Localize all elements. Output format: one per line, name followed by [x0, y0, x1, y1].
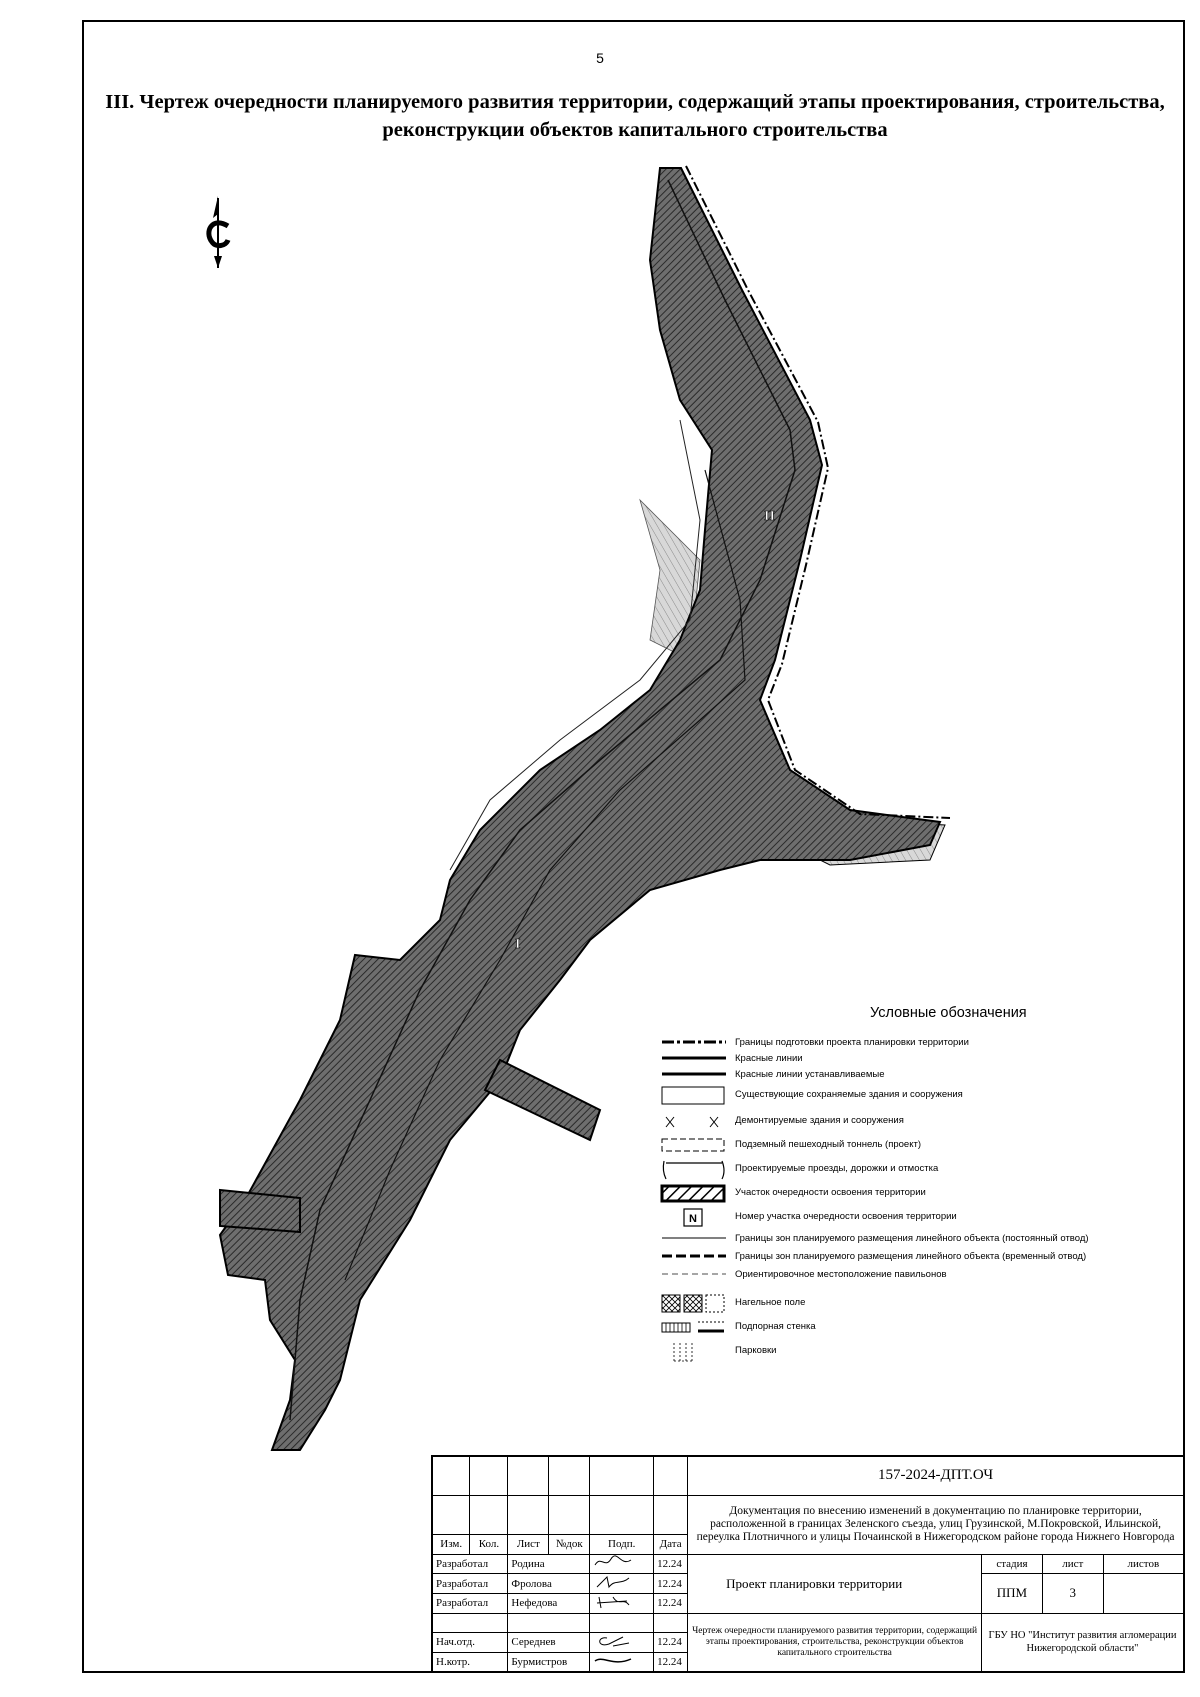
zone-label-1: I: [515, 937, 521, 952]
thick-line-icon: [660, 1065, 730, 1085]
document-code: 157-2024-ДПТ.ОЧ: [688, 1456, 1184, 1495]
sheets-header: листов: [1103, 1554, 1184, 1574]
row-role: [432, 1613, 508, 1633]
row-role: Разработал: [432, 1574, 508, 1594]
legend-item: Демонтируемые здания и сооружения: [660, 1111, 1130, 1133]
project-name: Проект планировки территории: [688, 1554, 982, 1613]
header-kol: Кол.: [470, 1535, 508, 1555]
signature: [590, 1652, 654, 1672]
signature: [590, 1633, 654, 1653]
row-name: Бурмистров: [508, 1652, 590, 1672]
legend-item: Существующие сохраняемые здания и сооружения: [660, 1085, 1130, 1107]
planning-territory-arm: [220, 1190, 300, 1232]
retaining-wall-icon: [660, 1317, 730, 1339]
thick-dashed-line-icon: [660, 1247, 730, 1267]
header-izm: Изм.: [432, 1535, 470, 1555]
row-role: Разработал: [432, 1593, 508, 1613]
document-title: Документация по внесению изменений в документацию по планировке территории, расположенной в границах Зеленского съезда, улиц Грузинской, М.Покровской, Ильинской, переулка Плотничного и улицы Почаинской в Нижегородском районе города Нижнего Новгорода: [688, 1495, 1184, 1554]
legend-title: Условные обозначения: [870, 1005, 1027, 1021]
legend-item: Участок очередности освоения территории: [660, 1183, 1130, 1205]
legend-item: Ориентировочное местоположение павильонов: [660, 1265, 1130, 1287]
number-box-letter: N: [689, 1213, 697, 1225]
legend-item: Проектируемые проезды, дорожки и отмостка: [660, 1159, 1130, 1181]
legend-item: Границы зон планируемого размещения линейного объекта (постоянный отвод): [660, 1229, 1130, 1251]
gray-dashed-line-icon: [660, 1265, 730, 1285]
row-role: Разработал: [432, 1554, 508, 1574]
crosshatch-boxes-icon: [660, 1293, 730, 1315]
hatched-box-icon: [660, 1183, 730, 1205]
thin-line-icon: [660, 1229, 730, 1249]
row-date: [654, 1613, 688, 1633]
row-date: 12.24: [654, 1652, 688, 1672]
number-box-icon: [660, 1207, 730, 1229]
title-line-1: III. Чертеж очередности планируемого развития территории, содержащий этапы проектирования, строительства,: [105, 91, 1165, 113]
row-date: 12.24: [654, 1574, 688, 1594]
stage-header: стадия: [982, 1554, 1043, 1574]
row-name: Фролова: [508, 1574, 590, 1594]
title-block: [431, 1455, 1185, 1673]
row-name: Середнев: [508, 1633, 590, 1653]
legend-item: Подпорная стенка: [660, 1317, 1130, 1339]
row-role: Н.котр.: [432, 1652, 508, 1672]
stage-value: ППМ: [982, 1574, 1043, 1613]
legend-item: Границы подготовки проекта планировки территории: [660, 1033, 1130, 1055]
sheet-value: 3: [1042, 1574, 1103, 1613]
north-arrow-icon: [209, 196, 228, 268]
zone-label-2: II: [764, 509, 775, 524]
parking-icon: [660, 1341, 730, 1363]
row-name: [508, 1613, 590, 1633]
row-name: Нефедова: [508, 1593, 590, 1613]
row-name: Родина: [508, 1554, 590, 1574]
rectangle-icon: [660, 1085, 730, 1107]
row-role: Нач.отд.: [432, 1633, 508, 1653]
header-ndok: №док: [549, 1535, 590, 1555]
organization: ГБУ НО "Институт развития агломерации Нижегородской области": [982, 1613, 1184, 1672]
legend-item: Нагельное поле: [660, 1293, 1130, 1315]
header-list: Лист: [508, 1535, 549, 1555]
title-line-2: реконструкции объектов капитального строительства: [382, 119, 888, 141]
planning-territory-arm: [485, 1060, 600, 1140]
bracket-lines-icon: [660, 1159, 730, 1181]
legend-item: Красные линии: [660, 1049, 1130, 1071]
cross-marks-icon: [660, 1111, 730, 1133]
dashed-box-icon: [660, 1135, 730, 1157]
row-date: 12.24: [654, 1554, 688, 1574]
legend-item: Границы зон планируемого размещения линейного объекта (временный отвод): [660, 1247, 1130, 1269]
signature-empty: [590, 1613, 654, 1633]
row-date: 12.24: [654, 1593, 688, 1613]
legend-item: N Номер участка очередности освоения территории: [660, 1207, 1130, 1229]
drawing-name: Чертеж очередности планируемого развития территории, содержащий этапы проектирования, строительства, реконструкции объектов капитального строительства: [688, 1613, 982, 1672]
page-number: 5: [596, 50, 604, 66]
header-data: Дата: [654, 1535, 688, 1555]
legend-item: Парковки: [660, 1341, 1130, 1363]
header-podp: Подп.: [590, 1535, 654, 1555]
row-date: 12.24: [654, 1633, 688, 1653]
sheet-header: лист: [1042, 1554, 1103, 1574]
sheets-value: [1103, 1574, 1184, 1613]
signature: [590, 1574, 654, 1594]
signature: [590, 1593, 654, 1613]
signature: [590, 1554, 654, 1574]
legend-item: Подземный пешеходный тоннель (проект): [660, 1135, 1130, 1157]
legend-item: Красные линии устанавливаемые: [660, 1065, 1130, 1087]
